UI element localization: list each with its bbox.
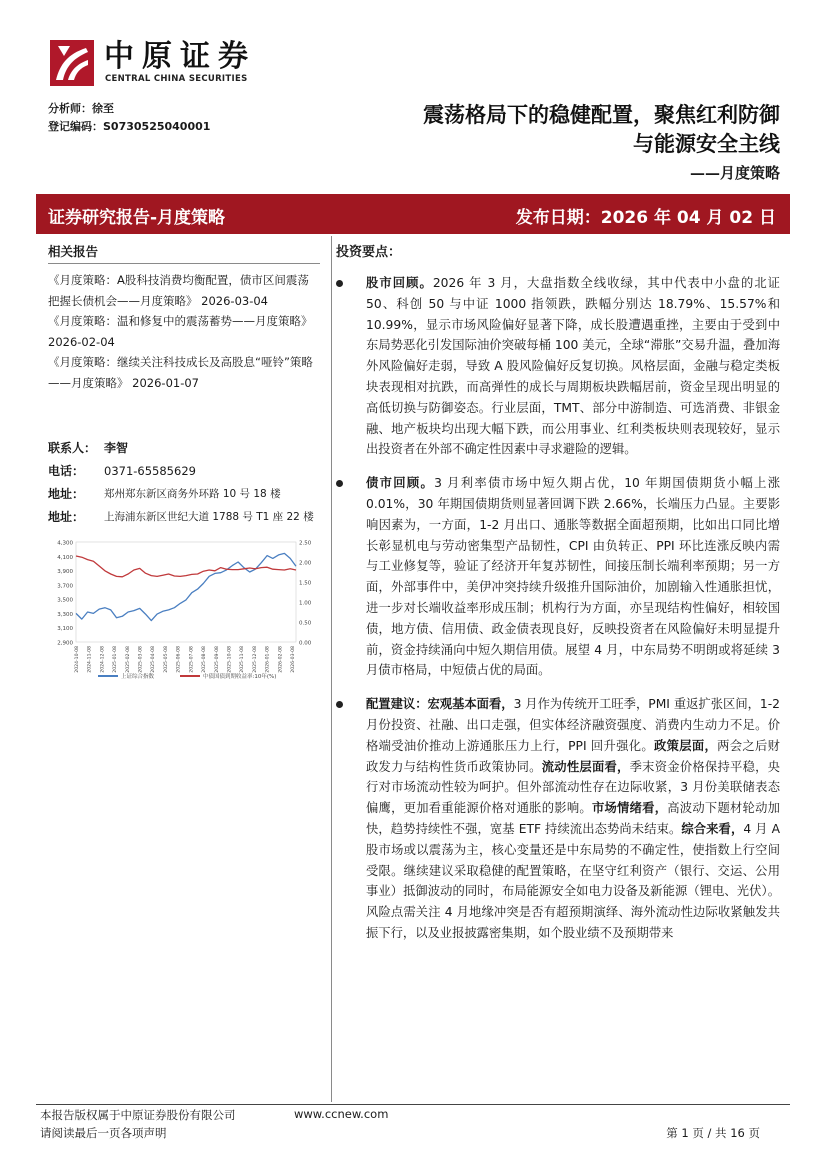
config-text: 4 月 A 股市场或以震荡为主，核心变量还是中东局势的不确定性，使指数上行空间受限。继续建议采取稳健的配置策略，在坚守红利资产（银行、交运、公用事业）抵御波动的同时，布局能源安全如电力设备及新能源（锂电、光伏）。风险点需关注 4 月地缘冲突是否有超预期演绎、海外流动性边际收紧触发共振下行，以及业报披露密集期，如个股业绩不及预期带来 [366, 821, 780, 940]
point-text: 2026 年 3 月，大盘指数全线收绿，其中代表中小盘的北证 50、科创 50 与中证 1000 指领跌，跌幅分别达 18.79%、15.57%和 10.99%，显示市场风险偏好显著下降，成长股遭遇重挫，主要由于受到中东局势恶化引发国际油价突破每桶 100 美元，全球“滞胀”交易升温，叠加海外风险偏好走弱，导致 A 股风险偏好反复切换。风格层面，金融与稳定类板块表现相对抗跌，而高弹性的成长与周期板块跌幅居前，资金呈现出明显的高低切换与防御姿态。行业层面，TMT、部分中游制造、可选消费、非银金融、地产板块均出现大幅下跌，而公用事业、红利类板块则表现较好，显示出投资者在外部不确定性因素中寻求避险的逻辑。 [366, 276, 780, 457]
y-left-tick-label: 4,300 [57, 540, 73, 547]
x-tick-label: 2025-03-08 [138, 646, 144, 673]
related-report-item[interactable]: 《月度策略：继续关注科技成长及高股息“哑铃”策略——月度策略》 2026-01-07 [48, 355, 313, 390]
contact-phone-row [48, 459, 328, 482]
report-title [423, 100, 780, 158]
config-lead: 综合来看， [681, 821, 744, 836]
contact-address-row [48, 505, 328, 528]
config-text: 3 月作为传统开工旺季，PMI 重返扩张区间，1-2 月份投资、社融、出口走强，但实体经济融资强度、消费内生动力不足。价格端受油价推动上游通胀压力上行，PPI 回升强化。 [366, 697, 781, 753]
footer-url[interactable]: www.ccnew.com [294, 1107, 389, 1121]
y-left-tick-label: 3,700 [57, 583, 73, 590]
bullet-icon [336, 280, 343, 287]
publish-date: 发布日期：2026 年 04 月 02 日 [515, 208, 776, 228]
config-text: 高波动下题材轮动加快，趋势持续性不强，宽基 ETF 持续流出态势尚未结束。 [366, 801, 780, 836]
y-left-tick-label: 3,100 [57, 626, 73, 633]
y-left-tick-label: 4,100 [57, 554, 73, 561]
related-reports [48, 238, 320, 393]
investment-points-heading: 投资要点： [336, 245, 402, 260]
analyst-info [48, 100, 210, 136]
legend-label: 上证综合指数 [121, 674, 155, 680]
x-tick-label: 2025-12-08 [252, 646, 258, 673]
x-tick-label: 2025-08-08 [202, 646, 208, 673]
x-tick-label: 2026-01-08 [265, 646, 271, 673]
config-lead: 流动性层面看， [541, 759, 630, 774]
report-type-band [36, 194, 790, 234]
contact-phone-label: 电话： [48, 464, 85, 478]
config-text: 季末资金价格保持平稳，央行对市场流动性较为呵护。但外部流动性存在边际收紧，3 月份美联储表态偏鹰，更加看重能源价格对通胀的影响。 [366, 759, 780, 816]
related-report-item[interactable]: 《月度策略：温和修复中的震荡蓄势——月度策略》 2026-02-04 [48, 314, 313, 349]
y-right-tick-label: 0.50 [299, 620, 312, 627]
y-right-tick-label: 0.00 [299, 640, 312, 647]
contact-address-label: 地址： [48, 510, 85, 524]
y-left-tick-label: 3,500 [57, 597, 73, 604]
company-logo [50, 40, 270, 88]
y-right-tick-label: 1.00 [299, 600, 312, 607]
contact-address: 上海浦东新区世纪大道 1788 号 T1 座 22 楼 [104, 511, 314, 523]
market-chart [48, 530, 320, 686]
market-chart-svg [48, 530, 320, 686]
logo-mark-icon [50, 40, 94, 86]
y-right-tick-label: 2.50 [299, 540, 312, 547]
contact-phone: 0371-65585629 [104, 463, 196, 478]
config-lead: 政策层面， [653, 738, 718, 753]
related-report-item[interactable]: 《月度策略：A股科技消费均衡配置，债市区间震荡把握长债机会——月度策略》 2026-03-04 [48, 273, 309, 308]
x-tick-label: 2025-02-08 [125, 646, 131, 673]
series-line [76, 553, 296, 620]
y-right-tick-label: 1.50 [299, 580, 312, 587]
config-lead: 配置建议：宏观基本面看， [366, 697, 514, 712]
report-subtitle: ——月度策略 [689, 164, 780, 182]
config-text: 两会之后财政发力与结构性货币政策协同。 [366, 738, 780, 774]
x-tick-label: 2025-06-08 [176, 646, 182, 673]
related-reports-list [48, 270, 320, 393]
analyst-name: 分析师：徐至 [48, 102, 114, 115]
report-category: 证券研究报告-月度策略 [48, 208, 226, 228]
contact-person-label: 联系人： [48, 441, 97, 455]
x-tick-label: 2025-11-08 [240, 646, 246, 673]
bullet-icon [336, 701, 343, 708]
y-right-tick-label: 2.00 [299, 560, 312, 567]
contact-address-label: 地址： [48, 487, 85, 501]
investment-points [336, 238, 780, 944]
point-stock-review [336, 273, 780, 460]
x-tick-label: 2024-10-08 [75, 646, 80, 673]
x-tick-label: 2025-05-08 [163, 646, 169, 673]
x-tick-label: 2025-04-08 [151, 646, 157, 673]
point-config [336, 694, 780, 944]
series-line [76, 556, 296, 577]
footer-copyright: 本报告版权属于中原证券股份有限公司 [40, 1108, 236, 1122]
x-tick-label: 2024-11-08 [87, 646, 93, 673]
brand-name-cn: 中原证券 [104, 39, 256, 74]
report-title-line2: 与能源安全主线 [633, 131, 780, 156]
x-tick-label: 2025-07-08 [189, 646, 195, 673]
point-text: 3 月利率债市场中短久期占优，10 年期国债期货小幅上涨 0.01%，30 年期国债期货则显著回调下跌 2.66%，长端压力凸显。主要影响因素为，一方面，1-2 月出口、通胀等数据全面超预期，比如出口同比增长彰显机电与劳动密集型产品韧性，CPI 由负转正、PPI 环比连涨反映内需与工业修复等，验证了经济开年复苏韧性，间接压制长端利率预期；另一方面，外部事件中，美伊冲突持续升级推升国际油价，加剧输入性通胀担忧，进一步对长端收益率形成压制；机构行为方面，亦呈现结构性偏好，相较国债，地方债、信用债、政金债表现良好，反映投资者在风险偏好未明显提升前，资金持续涌向中短久期信用债。展望 4 月，中东局势不明朗或将延续 3 月债市格局，中短债占优的局面。 [366, 476, 780, 678]
x-tick-label: 2026-02-08 [278, 646, 284, 673]
contact-address: 郑州郑东新区商务外环路 10 号 18 楼 [104, 488, 281, 500]
legend-label: 中债国债到期收益率:10年(%) [203, 674, 277, 680]
column-divider [331, 236, 332, 1102]
plot-area [76, 542, 296, 642]
x-tick-label: 2024-12-08 [100, 646, 106, 673]
x-tick-label: 2026-03-08 [291, 646, 296, 673]
related-reports-heading: 相关报告 [48, 238, 320, 264]
x-tick-label: 2025-10-08 [227, 646, 233, 673]
report-title-line1: 震荡格局下的稳健配置，聚焦红利防御 [423, 102, 780, 127]
y-left-tick-label: 3,300 [57, 611, 73, 618]
page-number: 第 1 页 / 共 16 页 [666, 1126, 760, 1140]
point-bond-review [336, 473, 780, 681]
license-number: 登记编码：S0730525040001 [48, 120, 211, 133]
page-footer [36, 1104, 790, 1140]
x-tick-label: 2025-09-08 [214, 646, 220, 673]
point-lead: 债市回顾。 [366, 476, 435, 491]
bullet-icon [336, 480, 343, 487]
footer-disclaimer: 请阅读最后一页各项声明 [40, 1126, 167, 1140]
contact-person-row [48, 436, 328, 459]
brand-name-en: CENTRAL CHINA SECURITIES [105, 74, 248, 84]
x-tick-label: 2025-01-08 [113, 646, 119, 673]
y-left-tick-label: 2,900 [57, 640, 73, 647]
contact-person: 李智 [104, 441, 129, 455]
y-left-tick-label: 3,900 [57, 569, 73, 576]
contact-address-row [48, 482, 328, 505]
config-lead: 市场情绪看， [591, 801, 668, 816]
contact-block [48, 436, 328, 528]
point-lead: 股市回顾。 [366, 276, 433, 290]
